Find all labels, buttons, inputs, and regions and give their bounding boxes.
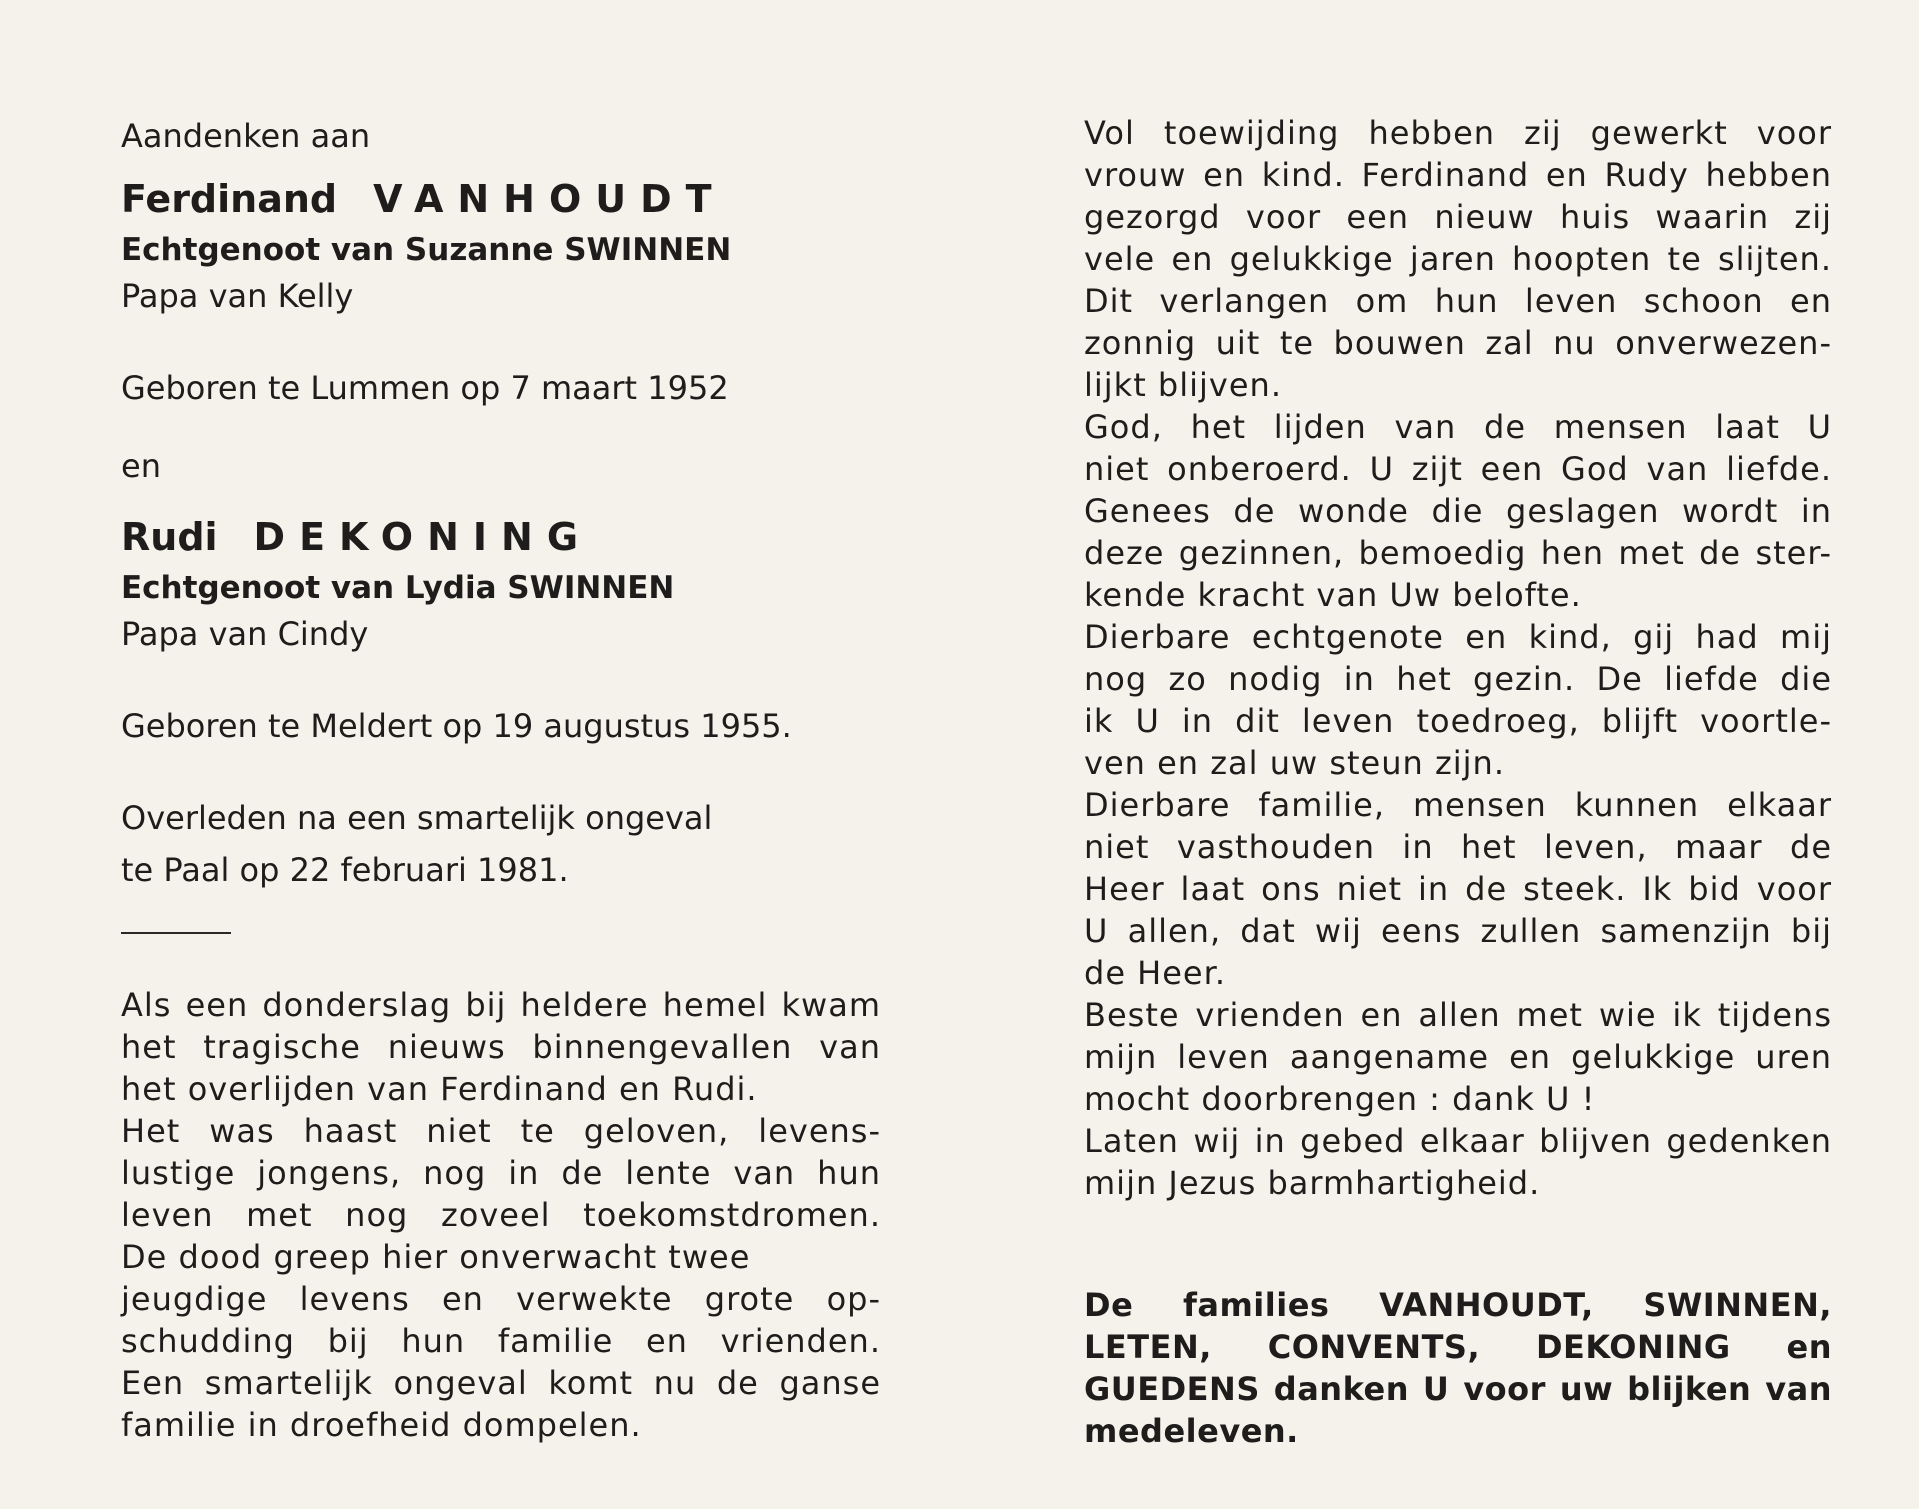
left-text xyxy=(121,984,881,1446)
left-column xyxy=(121,112,881,1446)
text-line: De dood greep hier onverwacht twee xyxy=(121,1238,751,1276)
text-line: Vol toewijding hebben zij gewerkt voor xyxy=(1084,114,1832,152)
thanks-line: LETEN, CONVENTS, DEKONING en xyxy=(1084,1328,1832,1366)
thanks-note xyxy=(1084,1284,1832,1452)
person2-born: Geboren te Meldert op 19 augustus 1955. xyxy=(121,707,792,745)
person1-born: Geboren te Lummen op 7 maart 1952 xyxy=(121,369,729,407)
text-line: Dierbare familie, mensen kunnen elkaar xyxy=(1084,786,1832,824)
divider xyxy=(121,932,231,934)
text-line: leven met nog zoveel toekomstdromen. xyxy=(121,1196,881,1234)
text-line: Beste vrienden en allen met wie ik tijdens xyxy=(1084,996,1832,1034)
text-line: Laten wij in gebed elkaar blijven gedenken xyxy=(1084,1122,1832,1160)
text-line: nog zo nodig in het gezin. De liefde die xyxy=(1084,660,1832,698)
text-line: het overlijden van Ferdinand en Rudi. xyxy=(121,1070,758,1108)
text-line: schudding bij hun familie en vrienden. xyxy=(121,1322,881,1360)
text-line: vrouw en kind. Ferdinand en Rudy hebben xyxy=(1084,156,1832,194)
text-line: zonnig uit te bouwen zal nu onverwezen- xyxy=(1084,324,1832,362)
person2-first-name: Rudi xyxy=(121,515,218,559)
person1-spouse: Echtgenoot van Suzanne SWINNEN xyxy=(121,232,732,268)
right-column xyxy=(1084,112,1832,1452)
text-line: Het was haast niet te geloven, levens- xyxy=(121,1112,881,1150)
person2-spouse: Echtgenoot van Lydia SWINNEN xyxy=(121,570,675,606)
text-line: ven en zal uw steun zijn. xyxy=(1084,744,1505,782)
text-line: Een smartelijk ongeval komt nu de ganse xyxy=(121,1364,881,1402)
death-line-2: te Paal op 22 februari 1981. xyxy=(121,851,569,889)
text-line: lijkt blijven. xyxy=(1084,366,1282,404)
text-line: Genees de wonde die geslagen wordt in xyxy=(1084,492,1832,530)
caption: Aandenken aan xyxy=(121,117,371,155)
text-line: lustige jongens, nog in de lente van hun xyxy=(121,1154,881,1192)
person1-child: Papa van Kelly xyxy=(121,277,354,315)
thanks-line: medeleven. xyxy=(1084,1412,1299,1450)
death-line-1: Overleden na een smartelijk ongeval xyxy=(121,799,713,837)
person2-name xyxy=(121,508,881,566)
text-line: mijn leven aangename en gelukkige uren xyxy=(1084,1038,1832,1076)
person1-name xyxy=(121,170,881,228)
text-line: mocht doorbrengen : dank U ! xyxy=(1084,1080,1596,1118)
text-line: niet onberoerd. U zijt een God van liefde. xyxy=(1084,450,1832,488)
person2-surname: DEKONING xyxy=(253,515,593,559)
text-line: Dierbare echtgenote en kind, gij had mij xyxy=(1084,618,1832,656)
text-line: familie in droefheid dompelen. xyxy=(121,1406,642,1444)
person1-surname: VANHOUDT xyxy=(373,177,726,221)
text-line: jeugdige levens en verwekte grote op- xyxy=(121,1280,881,1318)
text-line: kende kracht van Uw belofte. xyxy=(1084,576,1582,614)
text-line: vele en gelukkige jaren hoopten te slijten. xyxy=(1084,240,1832,278)
text-line: niet vasthouden in het leven, maar de xyxy=(1084,828,1832,866)
right-text xyxy=(1084,112,1832,1204)
thanks-line: De families VANHOUDT, SWINNEN, xyxy=(1084,1286,1832,1324)
text-line: het tragische nieuws binnengevallen van xyxy=(121,1028,881,1066)
text-line: Dit verlangen om hun leven schoon en xyxy=(1084,282,1832,320)
text-line: God, het lijden van de mensen laat U xyxy=(1084,408,1832,446)
text-line: deze gezinnen, bemoedig hen met de ster- xyxy=(1084,534,1832,572)
connector: en xyxy=(121,447,161,485)
text-line: U allen, dat wij eens zullen samenzijn bij xyxy=(1084,912,1832,950)
person2-child: Papa van Cindy xyxy=(121,615,369,653)
text-line: Heer laat ons niet in de steek. Ik bid voor xyxy=(1084,870,1832,908)
text-line: Als een donderslag bij heldere hemel kwam xyxy=(121,986,881,1024)
text-line: gezorgd voor een nieuw huis waarin zij xyxy=(1084,198,1832,236)
text-line: de Heer. xyxy=(1084,954,1226,992)
thanks-line: GUEDENS danken U voor uw blijken van xyxy=(1084,1370,1832,1408)
text-line: mijn Jezus barmhartigheid. xyxy=(1084,1164,1541,1202)
person1-first-name: Ferdinand xyxy=(121,177,338,221)
text-line: ik U in dit leven toedroeg, blijft voortle- xyxy=(1084,702,1832,740)
